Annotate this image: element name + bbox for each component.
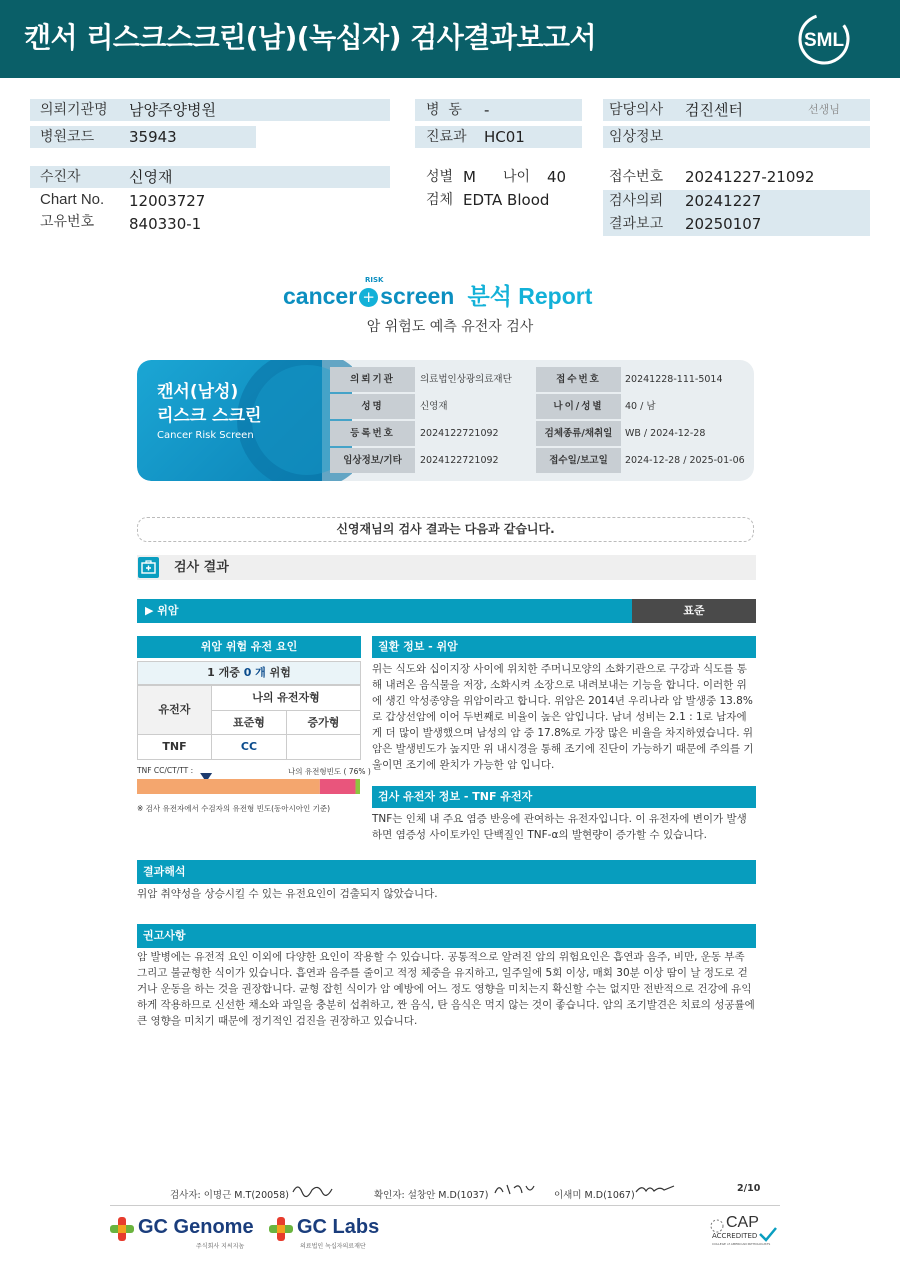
patient-label: 수진자 xyxy=(40,169,81,185)
gc-labs-logo: GC Labs xyxy=(297,1216,380,1238)
request-label: 검사의뢰 xyxy=(609,193,664,209)
doctor-label: 담당의사 xyxy=(609,102,664,118)
card-title-en: Cancer Risk Screen xyxy=(157,430,254,441)
card-value: 신영재 xyxy=(420,401,448,412)
specimen-value: EDTA Blood xyxy=(463,191,550,209)
section-title: 검사 결과 xyxy=(174,560,229,575)
risk-count-row xyxy=(137,661,361,685)
hospital-code-value: 35943 xyxy=(129,128,177,146)
tester: 검사자: 이명근 M.T(20058) xyxy=(170,1190,289,1201)
ward-value: - xyxy=(484,101,490,119)
freq-label: TNF CC/CT/TT : xyxy=(137,766,194,775)
confirmer: 확인자: 설창안 M.D(1037) xyxy=(374,1190,489,1201)
dept-label: 진료과 xyxy=(426,129,467,145)
footer-divider xyxy=(110,1205,780,1206)
logo-screen: screen xyxy=(380,283,455,309)
logo-report: 분석 Report xyxy=(467,283,593,309)
freq-segment-high xyxy=(356,779,360,794)
card-key: 의뢰기관 xyxy=(330,367,415,392)
gene-info-text: TNF는 인체 내 주요 염증 반응에 관여하는 유전자입니다. 이 유전자에 변이가 발생하면 염증성 사이토카인 단백질인 TNF-α의 발현량이 증가할 수 있습니다. xyxy=(372,813,747,841)
recommendation-title: 권고사항 xyxy=(137,924,756,948)
freq-note: ※ 검사 유전자에서 수검자의 유전형 빈도(동아시아인 기준) xyxy=(137,804,331,813)
sex-value: M xyxy=(463,168,476,186)
patient-row xyxy=(30,166,390,188)
sml-logo xyxy=(792,10,856,68)
card-title-2: 리스크 스크린 xyxy=(157,406,262,426)
logo-risk: RISK xyxy=(365,276,384,284)
gc-genome-sub: 주식회사 지씨지놈 xyxy=(196,1243,245,1250)
my-freq: 나의 유전형빈도 ( 76% ) xyxy=(288,767,371,776)
cap-logo: CAP xyxy=(726,1214,759,1231)
cancer-status: 표준 xyxy=(632,599,756,623)
report-subtitle: 암 위험도 예측 유전자 검사 xyxy=(366,319,534,335)
card-value: 2024122721092 xyxy=(420,455,499,466)
disease-info-text: 위는 식도와 십이지장 사이에 위치한 주머니모양의 소화기관으로 구강과 식도를 통해 내려온 음식물을 저장, 소화시켜 소장으로 내려보내는 기능을 합니다. 이러한 위에 생긴 악성종양을 위암이라고 합니다. 위암은 2014년 우리나라 암 발생중 13.8%로 갑상선암에 이어 두번째로 비율이 높은 암입니다. 남녀 성비는 2.1 : 1로 남자에게 더 많이 발생했으며 남성의 암 중 17.8%로 가장 많은 비율을 차지하였습니다. 위암은 발생빈도가 높지만 위 내시경을 통해 조기에 진단이 가능하기 때문에 주의를 기울이면 조기에 완치가 가능한 암 입니다. xyxy=(372,663,754,771)
institution-value: 남양주양병원 xyxy=(129,101,216,119)
third-signer: 이새미 M.D(1067) xyxy=(554,1190,635,1201)
standard-value: CC xyxy=(211,734,287,760)
report-value: 20250107 xyxy=(685,215,762,233)
disease-info-title: 질환 정보 - 위암 xyxy=(372,636,756,658)
freq-segment-standard xyxy=(137,779,320,794)
cancer-name: ▶ 위암 xyxy=(145,604,179,617)
cancer-bar xyxy=(137,599,632,623)
uid-value: 840330-1 xyxy=(129,215,202,233)
request-value: 20241227 xyxy=(685,192,762,210)
sex-label: 성별 xyxy=(426,169,454,185)
card-key: 성명 xyxy=(330,394,415,419)
report-title: 캔서 리스크스크린(남)(녹십자) 검사결과보고서 xyxy=(24,21,597,54)
age-value: 40 xyxy=(547,168,567,186)
cancer-risk-screen-logo xyxy=(283,278,592,311)
frequency-bar xyxy=(137,773,362,797)
cap-small: COLLEGE of AMERICAN PATHOLOGISTS xyxy=(712,1242,771,1246)
card-brand-panel xyxy=(137,360,322,481)
cap-accredited: ACCREDITED xyxy=(712,1232,758,1240)
third-signature xyxy=(634,1182,676,1196)
genotype-header: 나의 유전자형 xyxy=(211,685,361,711)
check-icon xyxy=(758,1226,778,1242)
card-key: 등록번호 xyxy=(330,421,415,446)
card-value: 40 / 남 xyxy=(625,401,656,412)
card-value: 2024122721092 xyxy=(420,428,499,439)
clinical-label: 임상정보 xyxy=(609,129,664,145)
hospital-code-label: 병원코드 xyxy=(40,129,95,145)
patient-card xyxy=(137,360,754,481)
gene-info-title: 검사 유전자 정보 - TNF 유전자 xyxy=(372,786,756,808)
page-number: 2/10 xyxy=(737,1183,761,1194)
risk-count-num: 0 개 xyxy=(243,666,266,679)
increase-value xyxy=(286,734,361,760)
risk-count-prefix: 1 개중 xyxy=(207,666,240,679)
card-value: 의료법인상광의료재단 xyxy=(420,374,512,385)
medical-kit-icon xyxy=(138,557,159,578)
gc-cross-icon xyxy=(268,1216,294,1242)
interpretation-title: 결과해석 xyxy=(137,860,756,884)
result-greeting: 신영재님의 검사 결과는 다음과 같습니다. xyxy=(137,517,754,542)
interpretation-text: 위암 취약성을 상승시킬 수 있는 유전요인이 검출되지 않았습니다. xyxy=(137,888,438,900)
institution-label: 의뢰기관명 xyxy=(40,102,108,118)
risk-count-suffix: 위험 xyxy=(269,666,291,679)
doctor-value: 검진센터 xyxy=(685,101,743,119)
section-bar xyxy=(137,555,756,580)
plus-circle-icon: + xyxy=(359,288,378,307)
standard-col-header: 표준형 xyxy=(211,710,287,735)
card-value: 2024-12-28 / 2025-01-06 xyxy=(625,455,745,466)
card-key: 나이/성별 xyxy=(536,394,621,419)
sml-logo-text: SML xyxy=(803,30,845,51)
card-value: WB / 2024-12-28 xyxy=(625,428,706,439)
risk-table-title: 위암 위험 유전 요인 xyxy=(137,636,361,658)
gc-cross-icon xyxy=(109,1216,135,1242)
gene-header: 유전자 xyxy=(137,685,212,735)
recommendation-text: 암 발병에는 유전적 요인 이외에 다양한 요인이 작용할 수 있습니다. 공통적으로 알려진 암의 위험요인은 흡연과 음주, 비만, 운동 부족 그리고 불균형한 식이가 있습니다. 흡연과 음주를 줄이고 적정 체중을 유지하고, 일주일에 5회 이상, 매회 30분 이상 땀이 날 정도로 걷거나 운동을 하는 것을 권장합니다. 균형 잡힌 식이가 암 예방에 어느 정도 영향을 미치는지 확신할 수는 없지만 전반적으로 건강에 유익하게 작용하므로 신선한 채소와 과일을 충분히 섭취하고, 짠 음식, 탄 음식은 먹지 않는 것이 좋습니다. 암의 조기발견은 치료의 성공률에 큰 영향을 미치기 때문에 정기적인 검진을 권장하고 있습니다. xyxy=(137,951,755,1027)
dept-value: HC01 xyxy=(484,128,525,146)
card-key: 접수번호 xyxy=(536,367,621,392)
receipt-label: 접수번호 xyxy=(609,169,664,185)
card-value: 20241228-111-5014 xyxy=(625,374,723,385)
card-key: 접수일/보고일 xyxy=(536,448,621,473)
report-label: 결과보고 xyxy=(609,216,664,232)
uid-label: 고유번호 xyxy=(40,214,95,230)
increase-col-header: 증가형 xyxy=(286,710,361,735)
chart-value: 12003727 xyxy=(129,192,206,210)
gc-labs-sub: 의료법인 녹십자의료재단 xyxy=(300,1243,366,1250)
confirmer-signature xyxy=(492,1180,537,1198)
patient-value: 신영재 xyxy=(129,168,173,186)
tester-signature xyxy=(290,1180,335,1198)
freq-segment-increase xyxy=(320,779,356,794)
card-key: 임상정보/기타 xyxy=(330,448,415,473)
age-label: 나이 xyxy=(503,169,531,185)
gc-genome-logo: GC Genome xyxy=(138,1216,254,1238)
card-title-1: 캔서(남성) xyxy=(157,382,239,402)
ward-label: 병 동 xyxy=(426,102,462,118)
chart-label: Chart No. xyxy=(40,191,105,208)
gene-name: TNF xyxy=(137,734,212,760)
logo-cancer: cancer xyxy=(283,283,358,309)
receipt-value: 20241227-21092 xyxy=(685,168,815,186)
card-key: 검체종류/채취일 xyxy=(536,421,621,446)
doctor-suffix: 선생님 xyxy=(808,103,840,116)
specimen-label: 검체 xyxy=(426,192,454,208)
